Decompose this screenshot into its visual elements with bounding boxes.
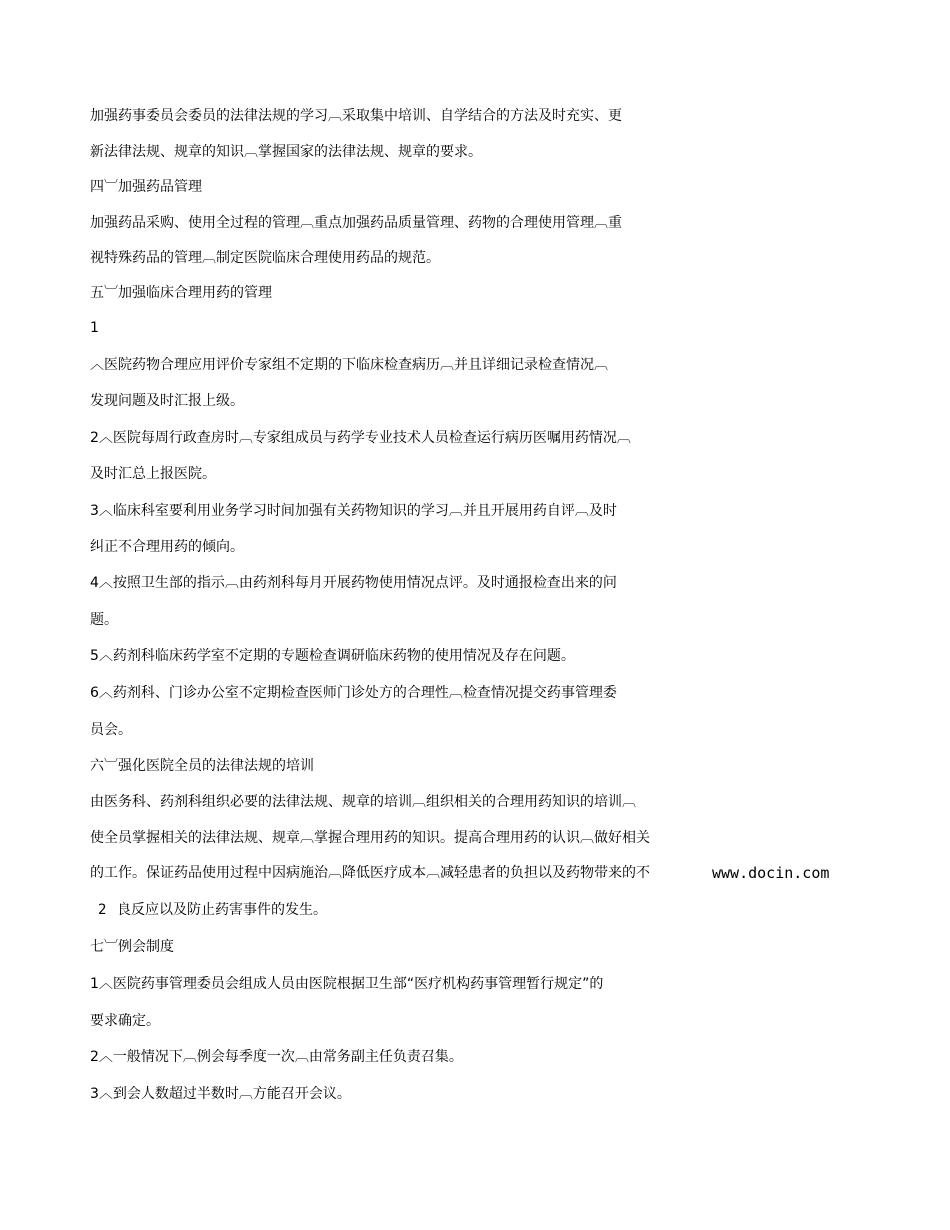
section-heading: 四︺加强药品管理: [90, 179, 202, 195]
text-line: 良反应以及防止药害事件的发生。: [117, 902, 327, 918]
text-line: 2︿医院每周行政查房时︹专家组成员与药学专业技术人员检查运行病历医嘱用药情况︹: [90, 430, 631, 446]
text-line: 及时汇总上报医院。: [90, 466, 216, 482]
text-line: 加强药品采购、使用全过程的管理︹重点加强药品质量管理、药物的合理使用管理︹重: [90, 215, 622, 231]
text-line: 使全员掌握相关的法律法规、规章︹掌握合理用药的知识。提高合理用药的认识︹做好相关: [90, 830, 650, 846]
page-number: 2: [98, 902, 107, 918]
text-line: 的工作。保证药品使用过程中因病施治︹降低医疗成本︹减轻患者的负担以及药物带来的不: [90, 865, 650, 881]
text-line: 1: [90, 320, 99, 336]
text-line: 题。: [90, 612, 118, 628]
text-line: 2︿一般情况下︹例会每季度一次︹由常务副主任负责召集。: [90, 1049, 463, 1065]
text-line: 1︿医院药事管理委员会组成人员由医院根据卫生部“医疗机构药事管理暂行规定”的: [90, 976, 604, 992]
watermark-text: www.docin.com: [712, 864, 830, 882]
section-heading: 六︺强化医院全员的法律法规的培训: [90, 758, 314, 774]
text-line: 发现问题及时汇报上级。: [90, 393, 244, 409]
text-line: 6︿药剂科、门诊办公室不定期检查医师门诊处方的合理性︹检查情况提交药事管理委: [90, 685, 617, 701]
section-heading: 七︺例会制度: [90, 939, 174, 955]
text-line: 由医务科、药剂科组织必要的法律法规、规章的培训︹组织相关的合理用药知识的培训︹: [90, 794, 636, 810]
text-line: 员会。: [90, 722, 132, 738]
text-line: 3︿临床科室要利用业务学习时间加强有关药物知识的学习︹并且开展用药自评︹及时: [90, 503, 617, 519]
text-line: 纠正不合理用药的倾向。: [90, 539, 244, 555]
text-line: 4︿按照卫生部的指示︹由药剂科每月开展药物使用情况点评。及时通报检查出来的问: [90, 575, 617, 591]
text-line: 视特殊药品的管理︹制定医院临床合理使用药品的规范。: [90, 250, 440, 266]
text-line: 5︿药剂科临床药学室不定期的专题检查调研临床药物的使用情况及存在问题。: [90, 648, 575, 664]
text-line: 新法律法规、规章的知识︹掌握国家的法律法规、规章的要求。: [90, 144, 482, 160]
text-line: 要求确定。: [90, 1013, 160, 1029]
text-line: 加强药事委员会委员的法律法规的学习︹采取集中培训、自学结合的方法及时充实、更: [90, 108, 622, 124]
text-line: ︿医院药物合理应用评价专家组不定期的下临床检查病历︹并且详细记录检查情况︹: [90, 357, 608, 373]
section-heading: 五︺加强临床合理用药的管理: [90, 285, 272, 301]
text-line: 3︿到会人数超过半数时︹方能召开会议。: [90, 1086, 351, 1102]
